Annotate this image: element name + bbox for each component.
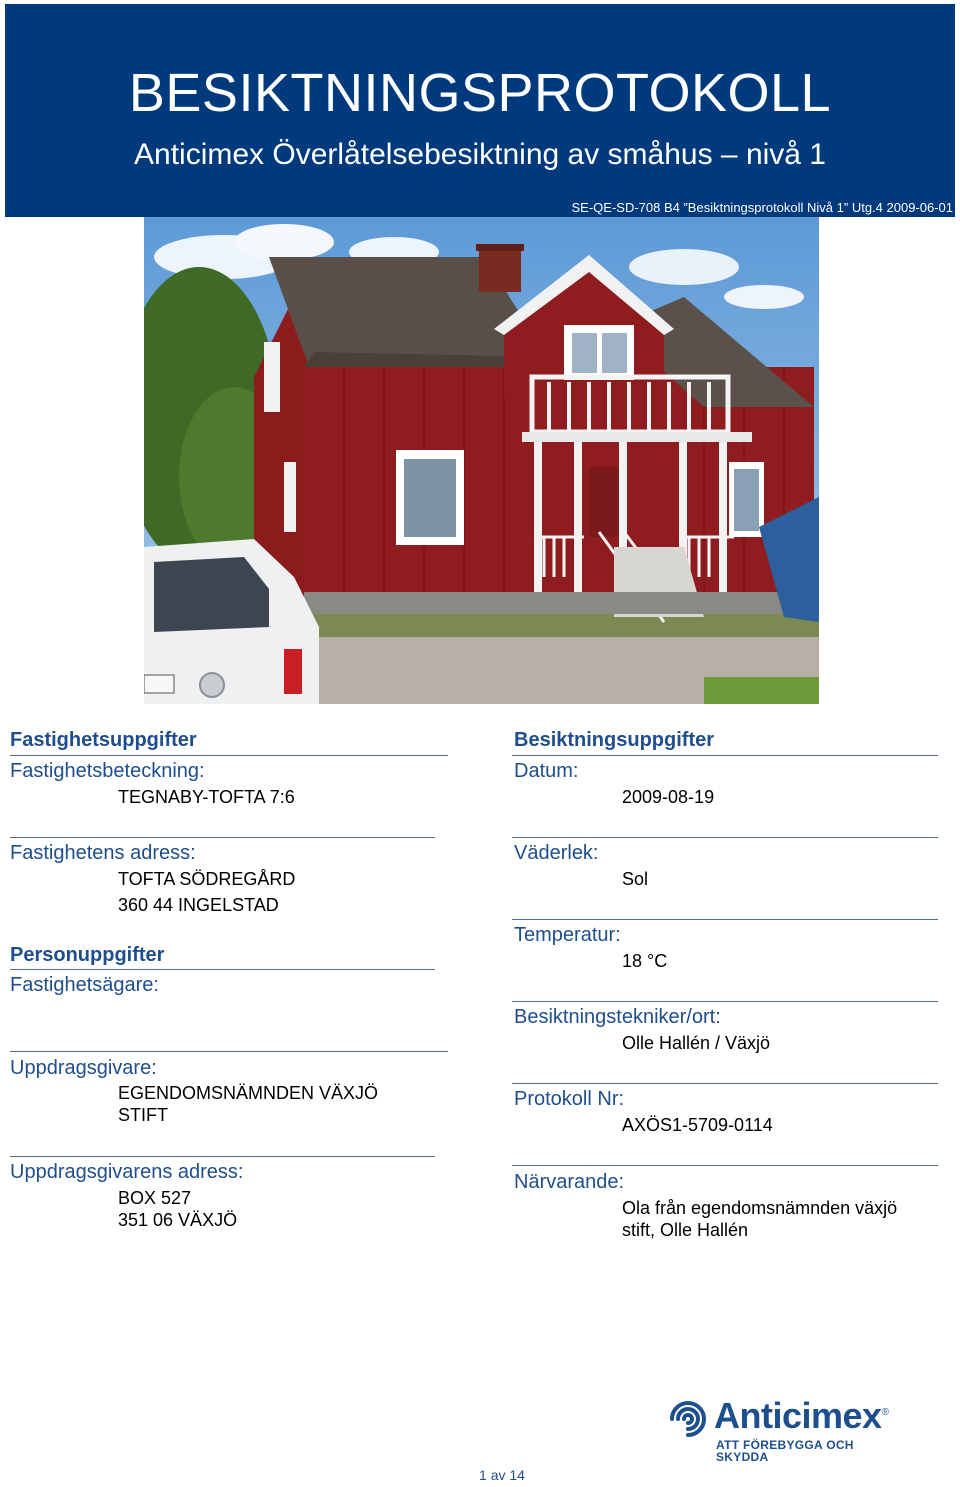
present-line-2: stift, Olle Hallén xyxy=(622,1220,749,1240)
protocol-label: Protokoll Nr: xyxy=(514,1088,625,1110)
divider xyxy=(512,1083,938,1084)
weather-label: Väderlek: xyxy=(514,842,599,864)
client-line-2: STIFT xyxy=(118,1105,168,1125)
address-label: Fastighetens adress: xyxy=(10,842,196,864)
page-number: 1 av 14 xyxy=(479,1467,525,1483)
divider xyxy=(10,1156,435,1157)
client-address-label: Uppdragsgivarens adress: xyxy=(10,1161,244,1183)
divider xyxy=(512,837,938,838)
temperature-label: Temperatur: xyxy=(514,924,621,946)
logo-wordmark: Anticimex® xyxy=(714,1395,889,1436)
address-line-2: 360 44 INGELSTAD xyxy=(118,895,279,915)
client-address-line-1: BOX 527 xyxy=(118,1188,192,1208)
divider xyxy=(512,1001,938,1002)
divider xyxy=(10,969,435,970)
property-heading: Fastighetsuppgifter xyxy=(10,729,197,751)
inspector-label: Besiktningstekniker/ort: xyxy=(514,1006,721,1028)
present-line-1: Ola från egendomsnämnden växjö xyxy=(622,1198,898,1218)
person-heading: Personuppgifter xyxy=(10,944,165,966)
designation-value: TEGNABY-TOFTA 7:6 xyxy=(118,787,295,807)
temperature-value: 18 °C xyxy=(622,951,668,971)
address-line-1: TOFTA SÖDREGÅRD xyxy=(118,869,296,889)
date-value: 2009-08-19 xyxy=(622,787,715,807)
client-label: Uppdragsgivare: xyxy=(10,1057,157,1079)
inspector-value: Olle Hallén / Växjö xyxy=(622,1033,771,1053)
protocol-value: AXÖS1-5709-0114 xyxy=(622,1115,773,1135)
inspection-heading: Besiktningsuppgifter xyxy=(514,729,715,751)
document-reference: SE-QE-SD-708 B4 ”Besiktningsprotokoll Nivå 1” Utg.4 2009-06-01 xyxy=(571,200,953,215)
divider xyxy=(512,919,938,920)
header-banner xyxy=(5,4,955,217)
client-line-1: EGENDOMSNÄMNDEN VÄXJÖ xyxy=(118,1083,379,1103)
present-label: Närvarande: xyxy=(514,1171,625,1193)
weather-value: Sol xyxy=(622,869,649,889)
owner-label: Fastighetsägare: xyxy=(10,974,159,996)
date-label: Datum: xyxy=(514,760,579,782)
logo-tagline: ATT FÖREBYGGA OCH SKYDDA xyxy=(716,1438,854,1464)
anticimex-swirl-icon xyxy=(666,1399,710,1439)
divider xyxy=(10,837,435,838)
divider xyxy=(10,755,448,756)
client-address-line-2: 351 06 VÄXJÖ xyxy=(118,1210,238,1230)
anticimex-logo xyxy=(666,1395,906,1464)
house-photo xyxy=(144,217,819,704)
document-subtitle: Anticimex Överlåtelsebesiktning av småhus – nivå 1 xyxy=(134,138,826,171)
divider xyxy=(512,755,938,756)
divider xyxy=(512,1165,938,1166)
divider xyxy=(10,1051,448,1052)
designation-label: Fastighetsbeteckning: xyxy=(10,760,205,782)
document-title: BESIKTNINGSPROTOKOLL xyxy=(128,63,832,123)
